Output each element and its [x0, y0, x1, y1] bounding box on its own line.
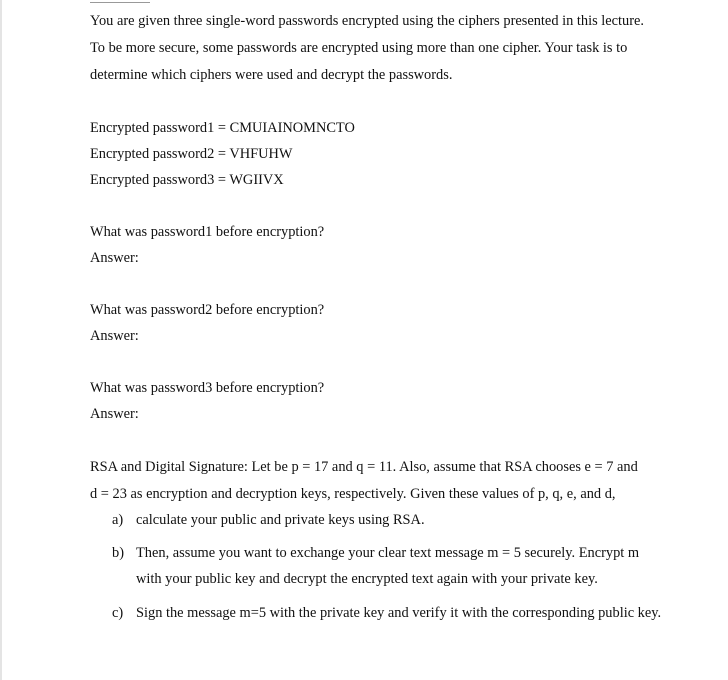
question-1: What was password1 before encryption?	[90, 224, 325, 240]
encrypted-password-1: Encrypted password1 = CMUIAINOMNCTO	[90, 120, 355, 136]
intro-line-2: To be more secure, some passwords are encrypted using more than one cipher. Your task is to	[90, 40, 628, 56]
answer-label-2: Answer:	[90, 328, 139, 344]
encrypted-password-2: Encrypted password2 = VHFUHW	[90, 146, 293, 162]
rsa-item-b-text-2: with your public key and decrypt the encrypted text again with your private key.	[136, 571, 598, 587]
rsa-item-c-text: Sign the message m=5 with the private key and verify it with the corresponding public key.	[136, 605, 662, 621]
rsa-item-b-text-1: Then, assume you want to exchange your clear text message m = 5 securely. Encrypt m	[136, 545, 640, 561]
question-2: What was password2 before encryption?	[90, 302, 325, 318]
rsa-item-a-letter: a)	[112, 512, 124, 528]
encrypted-password-3: Encrypted password3 = WGIIVX	[90, 172, 284, 188]
answer-label-3: Answer:	[90, 406, 139, 422]
rsa-line-1: RSA and Digital Signature: Let be p = 17 and q = 11. Also, assume that RSA chooses e = 7 and	[90, 459, 638, 475]
cropped-heading-underline	[90, 0, 150, 3]
question-3: What was password3 before encryption?	[90, 380, 325, 396]
answer-label-1: Answer:	[90, 250, 139, 266]
rsa-line-2: d = 23 as encryption and decryption keys, respectively. Given these values of p, q, e, and d,	[90, 486, 616, 502]
intro-line-1: You are given three single-word passwords encrypted using the ciphers presented in this lecture.	[90, 13, 645, 29]
intro-line-3: determine which ciphers were used and decrypt the passwords.	[90, 67, 453, 83]
rsa-item-b-letter: b)	[112, 545, 124, 561]
rsa-item-c-letter: c)	[112, 605, 124, 621]
page-edge	[0, 0, 2, 680]
rsa-item-a-text: calculate your public and private keys using RSA.	[136, 512, 425, 528]
